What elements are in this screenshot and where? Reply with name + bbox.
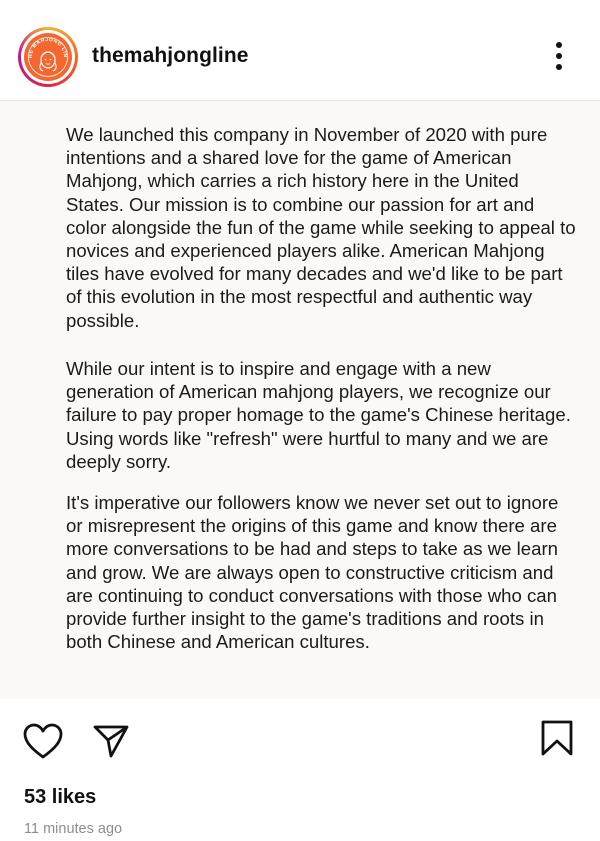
likes-count[interactable]: 53 likes (24, 786, 97, 808)
post-timestamp: 11 minutes ago (24, 821, 123, 837)
post-paragraph-3: It's imperative our followers know we never set out to ignore or misrepresent the origins of this game and know there are more conversations to be had and steps to take as we learn and grow. We are always open to constructive criticism and are continuing to conduct conversations with those who can provide further insight to the game's traditions and roots in both Chinese and American cultures. (66, 492, 559, 653)
heart-icon[interactable] (22, 722, 64, 760)
more-options-icon[interactable] (547, 40, 571, 74)
bookmark-icon[interactable] (540, 719, 574, 757)
avatar-inner (21, 30, 75, 84)
username[interactable]: themahjongline (92, 44, 249, 67)
svg-text:THE MAHJONG LINE: HE MAHJONG LIN (27, 36, 69, 59)
post-image[interactable] (0, 101, 600, 699)
action-bar (0, 699, 600, 841)
mahjong-line-logo-icon (24, 33, 72, 81)
post-header (0, 0, 600, 101)
post-paragraph-1: We launched this company in November of 2020 with pure intentions and a shared love for the game of American Mahjong, which carries a rich history here in the United States. Our mission is to combine our passion for art and color alongside the fun of the game while seeking to appeal to novices and experienced players alike. American Mahjong tiles have evolved for many decades and we'd like to be part of this evolution in the most respectful and authentic way possible. (66, 124, 576, 331)
post-paragraph-2: While our intent is to inspire and engage with a new generation of American mahjong players, we recognize our failure to pay proper homage to the game's Chinese heritage. Using words like "refresh" were hurtful to many and we are deeply sorry. (66, 358, 571, 472)
paper-plane-icon[interactable] (92, 723, 130, 759)
avatar[interactable] (18, 27, 78, 87)
